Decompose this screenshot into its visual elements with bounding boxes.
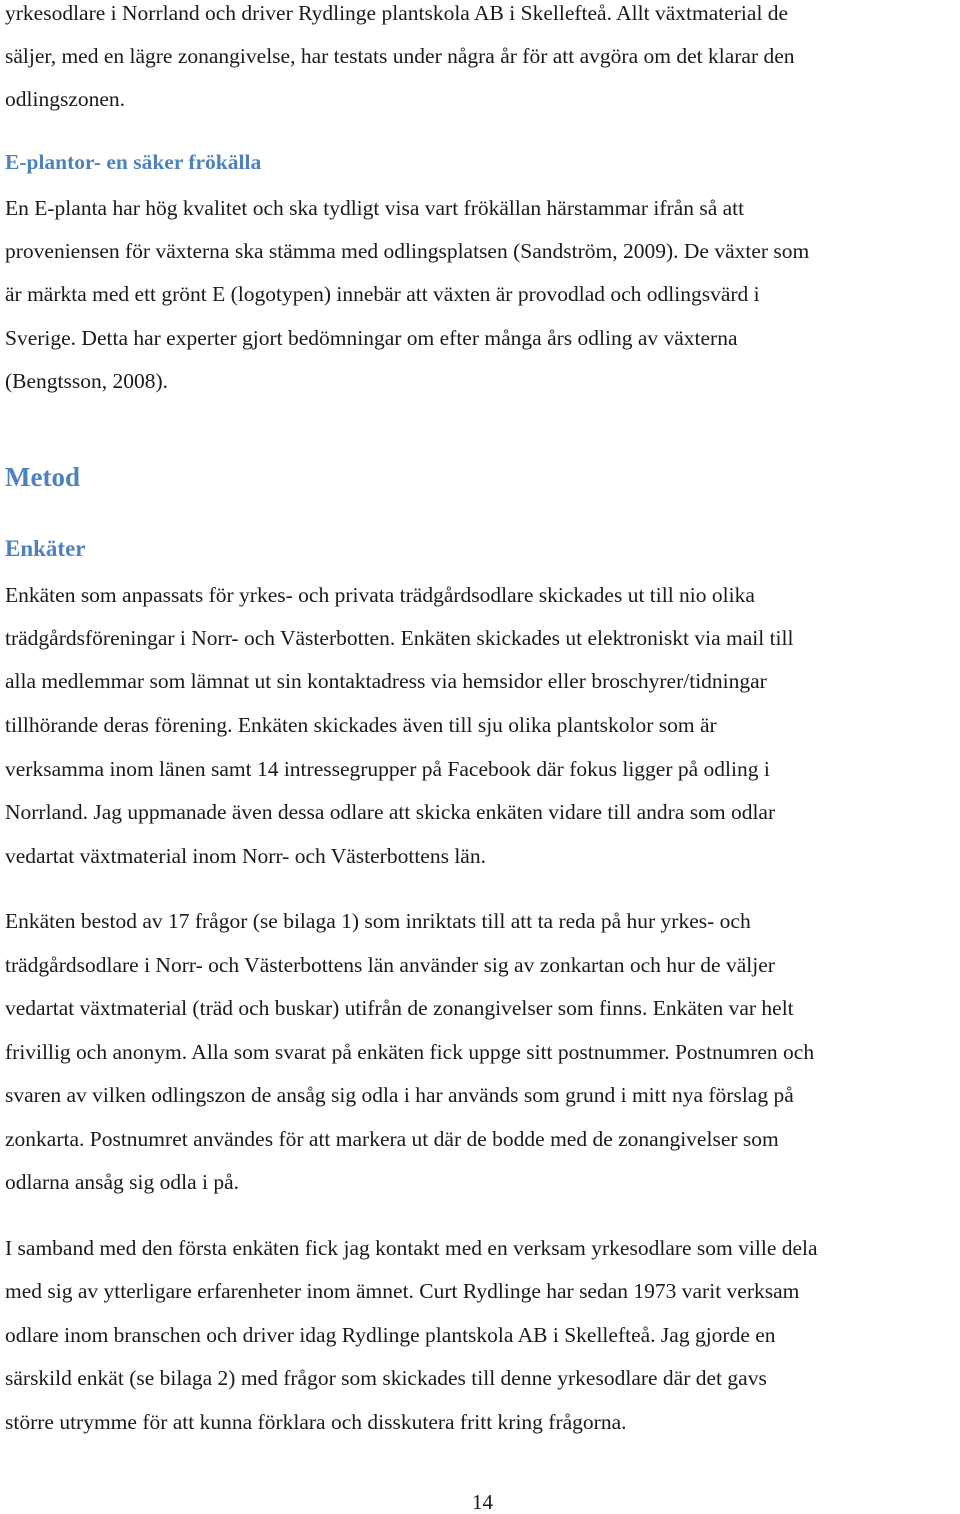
paragraph-line: zonkarta. Postnumret användes för att markera ut där de bodde med de zonangivelser som: [5, 1127, 779, 1151]
paragraph-line: odlingszonen.: [5, 87, 126, 111]
paragraph-line: är märkta med ett grönt E (logotypen) innebär att växten är provodlad och odlingsvärd i: [5, 282, 760, 306]
paragraph-line: Sverige. Detta har experter gjort bedömningar om efter många års odling av växterna: [5, 326, 738, 350]
paragraph-line: tillhörande deras förening. Enkäten skickades även till sju olika plantskolor som är: [5, 713, 717, 737]
paragraph-line: odlarna ansåg sig odla i på.: [5, 1170, 240, 1194]
section-heading: E-plantor- en säker frökälla: [5, 150, 262, 174]
paragraph-line: alla medlemmar som lämnat ut sin kontaktadress via hemsidor eller broschyrer/tidningar: [5, 669, 767, 693]
paragraph-line: Enkäten bestod av 17 frågor (se bilaga 1) som inriktats till att ta reda på hur yrkes- och: [5, 909, 751, 933]
paragraph-line: Enkäten som anpassats för yrkes- och privata trädgårdsodlare skickades ut till nio olika: [5, 583, 755, 607]
paragraph-line: I samband med den första enkäten fick jag kontakt med en verksam yrkesodlare som ville dela: [5, 1236, 818, 1260]
paragraph-line: verksamma inom länen samt 14 intressegrupper på Facebook där fokus ligger på odling i: [5, 757, 770, 781]
section-heading: Enkäter: [5, 536, 86, 561]
paragraph-line: Norrland. Jag uppmanade även dessa odlare att skicka enkäten vidare till andra som odlar: [5, 800, 776, 824]
paragraph-line: svaren av vilken odlingszon de ansåg sig odla i har används som grund i mitt nya förslag på: [5, 1083, 794, 1107]
paragraph-line: yrkesodlare i Norrland och driver Rydlinge plantskola AB i Skellefteå. Allt växtmaterial de: [5, 1, 789, 25]
paragraph-line: trädgårdsföreningar i Norr- och Västerbotten. Enkäten skickades ut elektroniskt via mail till: [5, 626, 794, 650]
paragraph-line: odlare inom branschen och driver idag Rydlinge plantskola AB i Skellefteå. Jag gjorde en: [5, 1323, 776, 1347]
page-number: 14: [472, 1490, 493, 1514]
paragraph-line: frivillig och anonym. Alla som svarat på enkäten fick uppge sitt postnummer. Postnumren och: [5, 1040, 815, 1064]
paragraph-line: proveniensen för växterna ska stämma med odlingsplatsen (Sandström, 2009). De växter som: [5, 239, 810, 263]
paragraph-line: vedartat växtmaterial inom Norr- och Västerbottens län.: [5, 844, 486, 868]
paragraph-line: vedartat växtmaterial (träd och buskar) utifrån de zonangivelser som finns. Enkäten var helt: [5, 996, 794, 1020]
paragraph-line: med sig av ytterligare erfarenheter inom ämnet. Curt Rydlinge har sedan 1973 varit verksam: [5, 1279, 800, 1303]
paragraph-line: En E-planta har hög kvalitet och ska tydligt visa vart frökällan härstammar ifrån så att: [5, 196, 745, 220]
paragraph-line: (Bengtsson, 2008).: [5, 369, 169, 393]
paragraph-line: trädgårdsodlare i Norr- och Västerbottens län använder sig av zonkartan och hur de väljer: [5, 953, 775, 977]
paragraph-line: större utrymme för att kunna förklara och disskutera fritt kring frågorna.: [5, 1410, 627, 1434]
paragraph-line: säljer, med en lägre zonangivelse, har testats under några år för att avgöra om det klarar den: [5, 44, 795, 68]
paragraph-line: särskild enkät (se bilaga 2) med frågor som skickades till denne yrkesodlare där det gavs: [5, 1366, 767, 1390]
page-title: Metod: [5, 462, 80, 492]
